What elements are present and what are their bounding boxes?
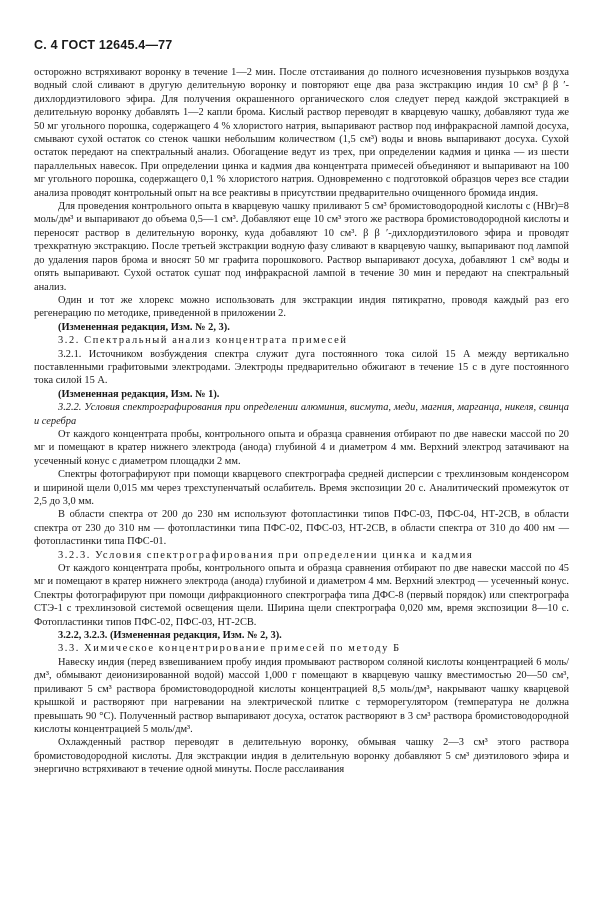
section-heading: 3.2. Спектральный анализ концентрата примесей (58, 335, 348, 347)
paragraph: Спектры фотографируют при помощи кварцевого спектрографа средней дисперсии с трехлинзовым конденсором и шириной щели 0,015 мм через трехступенчатый ослабитель. Время экспозиции 20 с. Аналитический промежуток от 2,5 до 3,0 мм. (34, 469, 569, 507)
paragraph: 3.2.1. Источником возбуждения спектра служит дуга постоянного тока силой 15 А между вертикально поставленными графитовыми электродами. Электроды предварительно обжигают в течение 15 с в дуге постоянного тока силой 15 А. (34, 348, 569, 387)
paragraph: Навеску индия (перед взвешиванием пробу индия промывают раствором соляной кислоты концентрацией 6 моль/дм³, обмывают деионизированной водой) массой 1,000 г помещают в кварцевую чашку вместимостью 20—50 см³, приливают 5 см³ раствора бромистоводородной кислоты концентрацией 8,5 моль/дм³, накрывают чашку кварцевой крышкой и растворяют при нагревании на электрической плитке с терморегулятором (температура не должна превышать 90 °С). Полученный раствор выпаривают досуха, остаток растворяют в 3 см³ раствора бромистоводородной кислоты концентрацией 5 моль/дм³. (34, 656, 569, 735)
paragraph: В области спектра от 200 до 230 нм используют фотопластинки типов ПФС-03, ПФС-04, НТ-2СВ, в области спектра от 230 до 310 нм — фотопластинки типа ПФС-02, ПФС-03, НТ-2СВ, в области спектра от 310 до 400 нм — фотопластинки типа ПФС-01. (34, 509, 569, 548)
page-header: С. 4 ГОСТ 12645.4—77 (34, 38, 173, 52)
revision-note: (Измененная редакция, Изм. № 2, 3). (58, 321, 230, 333)
section-heading: 3.3. Химическое концентрирование примесей по методу Б (58, 643, 401, 655)
paragraph: От каждого концентрата пробы, контрольного опыта и образца сравнения отбирают по две навески массой по 20 мг и помещают в кратер нижнего электрода (анода) глубиной 4 и диаметром 4 мм. Верхний электрод затачивают на усеченный конус с диаметром площадки 2 мм. (34, 428, 569, 467)
revision-note: (Измененная редакция, Изм. № 1). (58, 388, 220, 400)
subsection-heading: 3.2.2. Условия спектрографирования при определении алюминия, висмута, меди, магния, марганца, никеля, свинца и серебра (34, 402, 569, 427)
paragraph: осторожно встряхивают воронку в течение 1—2 мин. После отстаивания до полного исчезновения пузырьков воздуха водный слой сливают в другую делительную воронку и повторяют еще два раза экстракцию индия 10 см³ β β ′-дихлордиэтилового эфира. Для получения окрашенного органического слоя следует перед каждой экстракцией в делительную воронку добавлять 1—2 капли брома. Кислый раствор переводят в кварцевую чашку, добавляют туда же 50 мг угольного порошка, содержащего 4 % хлористого натрия, выпаривают раствор под инфракрасной лампой досуха, смывают сухой остаток со стенок чашки небольшим количеством (1,5 см³) воды и вновь выпаривают досуха. Сухой остаток передают на спектральный анализ. Обогащение ведут из трех, при определении кадмия и цинка — из шести параллельных навесок. При определении цинка и кадмия два концентрата примесей объединяют и выпаривают на 100 мг угольного порошка, содержащего 0,1 % хлористого натрия. Одновременно с подготовкой образцов через все стадии анализа проводят контрольный опыт на все реактивы в присутствии предварительно очищенного бромида индия. (34, 67, 569, 199)
revision-note: 3.2.2, 3.2.3. (Измененная редакция, Изм. № 2, 3). (58, 630, 282, 642)
subsection-heading: 3.2.3. Условия спектрографирования при определении цинка и кадмия (58, 549, 474, 561)
paragraph: Охлажденный раствор переводят в делительную воронку, обмывая чашку 2—3 см³ этого раствора бромистоводородной кислоты. Для экстракции индия в делительную воронку добавляют 5 см³ диэтилового эфира и энергично встряхивают в течение одной минуты. После расслаивания (34, 737, 569, 776)
paragraph: От каждого концентрата пробы, контрольного опыта и образца сравнения отбирают по две навески массой по 45 мг и помещают в кратер нижнего электрода (анода) глубиной и диаметром 4 мм. Верхний электрод — усеченный конус. Спектры фотографируют при помощи дифракционного спектрографа типа ДФС-8 (первый порядок) или спектрографа СТЭ-1 с трехлинзовой системой освещения щели. Ширина щели спектрографа 0,020 мм, время экспозиции 8—10 с. Фотопластинки типов ПФС-02, ПФС-03, НТ-2СВ. (34, 563, 569, 628)
paragraph: Для проведения контрольного опыта в кварцевую чашку приливают 5 см³ бромистоводородной кислоты с (HBr)=8 моль/дм³ и выпаривают до объема 0,5—1 см³. Добавляют еще 10 см³ этого же раствора бромистоводородной кислоты и переносят раствор в делительную воронку, куда добавляют 10 см³. β β ′-дихлордиэтилового эфира и проводят трехкратную экстракцию. После третьей экстракции водную фазу сливают в кварцевую чашку, выпаривают под лампой до удаления паров брома и вносят 50 мг графита порошкового. Раствор выпаривают досуха, добавляют 1 см³ воды и опять выпаривают. Сухой остаток сушат под инфракрасной лампой в течение 30 мин и передают на спектральный анализ. (34, 201, 569, 293)
document-body (34, 66, 569, 777)
paragraph: Один и тот же хлорекс можно использовать для экстракции индия пятикратно, проводя каждый раз его регенерацию по методике, приведенной в приложении 2. (34, 294, 569, 320)
